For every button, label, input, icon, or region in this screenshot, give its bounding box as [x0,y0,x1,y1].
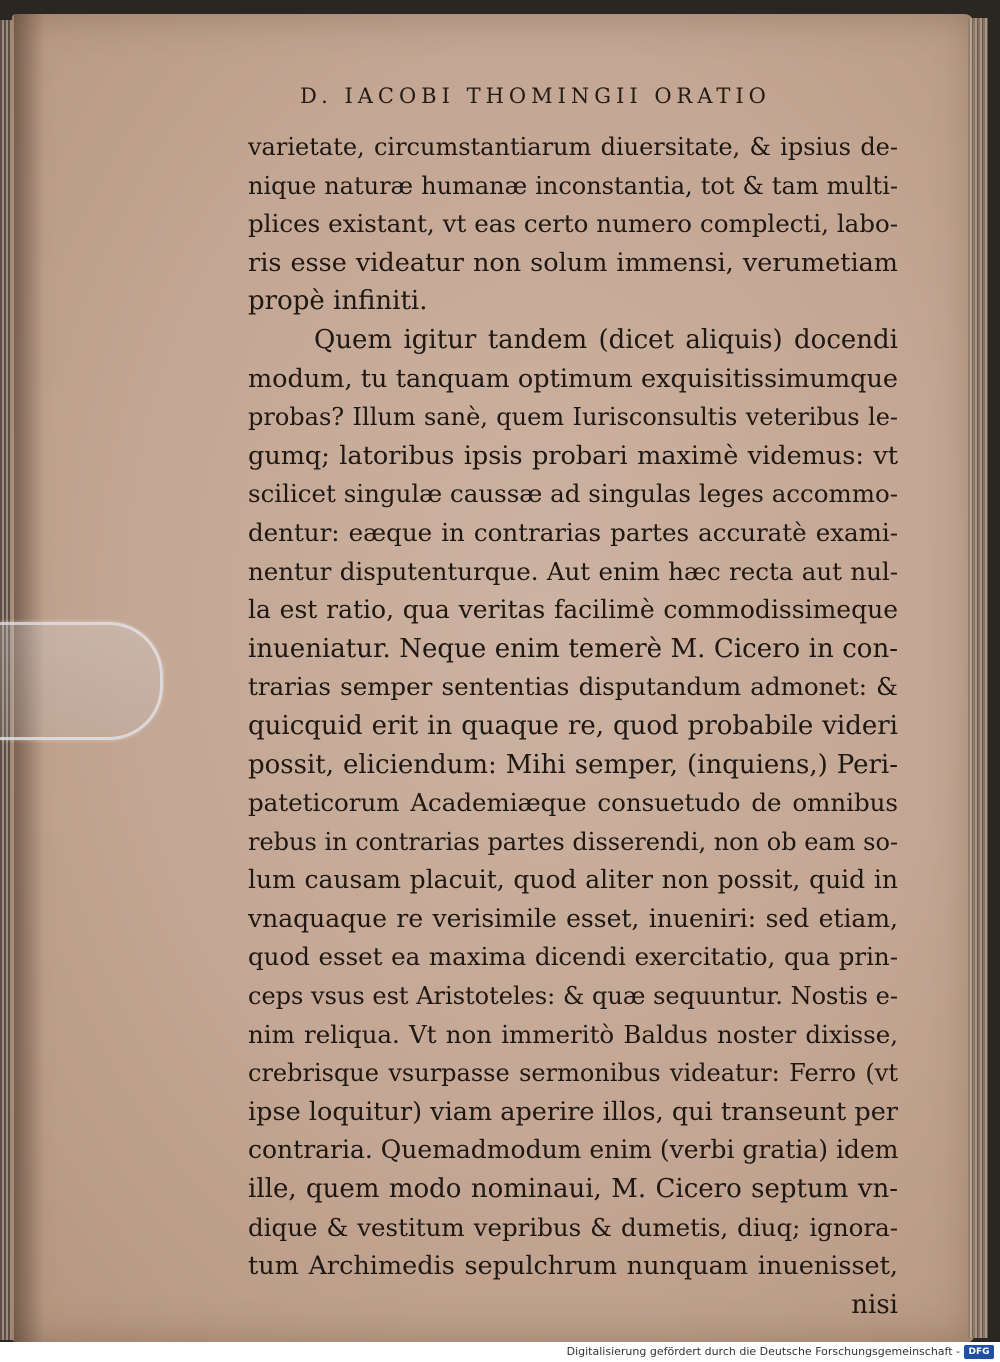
text-line: possit, eliciendum: Mihi semper, (inquiens,) Peri- [248,749,898,780]
text-line: trarias semper sententias disputandum admonet: & [248,672,898,702]
text-line: ceps vsus est Aristoteles: & quæ sequuntur. Nostis e- [248,982,898,1011]
text-line: quicquid erit in quaque re, quod probabile videri [248,710,898,741]
text-line: ille, quem modo nominaui, M. Cicero septum vn- [248,1174,898,1205]
text-line: quod esset ea maxima dicendi exercitatio, qua prin- [248,942,898,972]
text-line: ris esse videatur non solum immensi, verumetiam [248,247,898,278]
text-line: nim reliqua. Vt non immeritò Baldus noster dixisse, [248,1019,898,1049]
page-stack-edge [968,18,988,1338]
text-line: tum Archimedis sepulchrum nunquam inuenisset, [248,1251,898,1282]
text-line: la est ratio, qua veritas facilimè commodissimeque [248,595,898,625]
text-line: dentur: eæque in contrarias partes accuratè exami- [248,517,898,547]
text-line: ipse loquitur) viam aperire illos, qui transeunt per [248,1096,898,1127]
body-text [248,128,898,1324]
text-line: modum, tu tanquam optimum exquisitissimumque [248,363,898,394]
text-line: gumq; latoribus ipsis probari maximè videmus: vt [248,440,898,471]
running-header: D. IACOBI THOMINGII ORATIO [300,84,771,108]
text-line: vnaquaque re verisimile esset, inueniri: sed etiam, [248,903,898,933]
text-line: plices existant, vt eas certo numero complecti, labo- [248,209,898,239]
text-line: dique & vestitum vepribus & dumetis, diuq; ignora- [248,1212,898,1242]
text-line: rebus in contrarias partes disserendi, non ob eam so- [248,827,898,856]
dfg-logo: DFG [964,1345,994,1359]
text-line: propè infiniti. [248,286,428,317]
paper-clip [0,622,163,740]
text-line: nentur disputenturque. Aut enim hæc recta aut nul- [248,556,898,586]
text-line: nique naturæ humanæ inconstantia, tot & tam multi- [248,171,898,200]
text-line: inueniatur. Neque enim temerè M. Cicero in con- [248,633,898,664]
text-line: scilicet singulæ caussæ ad singulas leges accommo- [248,479,898,509]
text-line: probas? Illum sanè, quem Iurisconsultis veteribus le- [248,403,898,432]
funding-credit: Digitalisierung gefördert durch die Deutsche Forschungsgemeinschaft - [566,1345,960,1358]
text-line: contraria. Quemadmodum enim (verbi gratia) idem [248,1135,899,1165]
text-line: pateticorum Academiæque consuetudo de omnibus [248,788,898,818]
text-line: Quem igitur tandem (dicet aliquis) docendi [314,324,898,355]
catchword: nisi [851,1289,898,1320]
digitization-footer [0,1342,1000,1362]
text-line: lum causam placuit, quod aliter non possit, quid in [248,865,898,895]
text-line: crebrisque vsurpasse sermonibus videatur: Ferro (vt [248,1059,898,1088]
text-line: varietate, circumstantiarum diuersitate, & ipsius de- [248,133,898,161]
